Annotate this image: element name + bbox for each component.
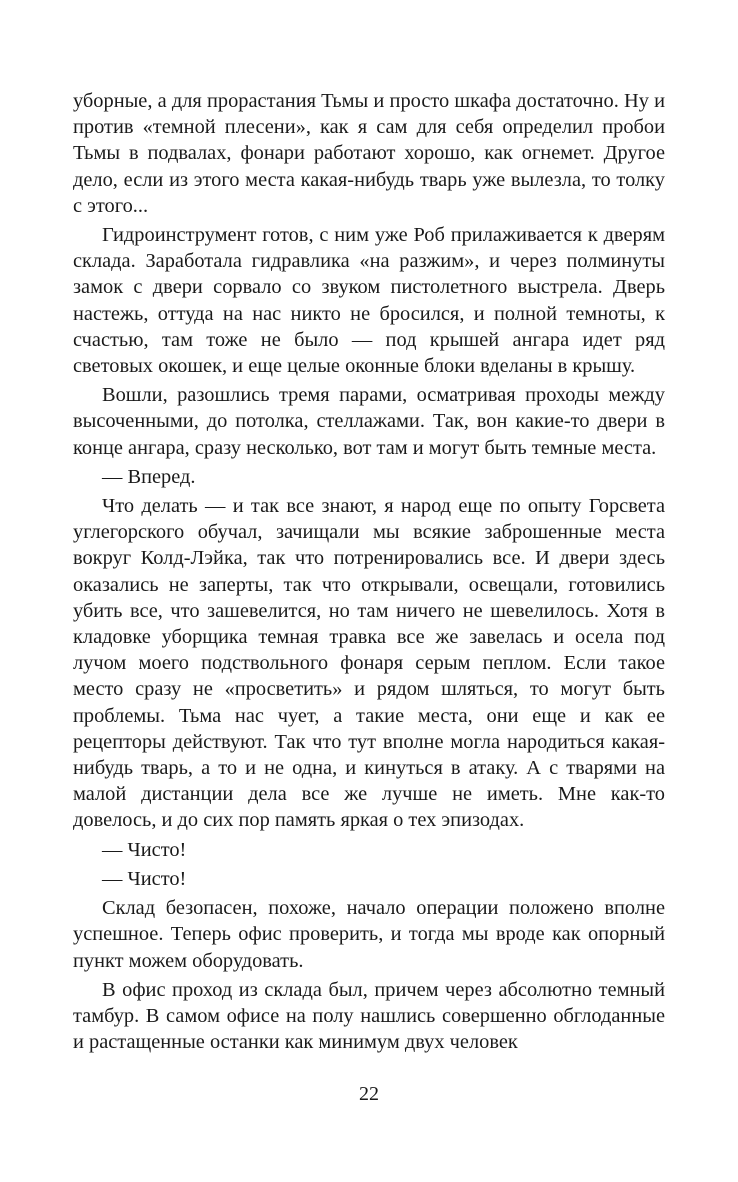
page-number: 22 (359, 1083, 379, 1105)
paragraph-9: В офис проход из склада был, причем через абсолютно темный тамбур. В самом офисе на полу нашлись совершенно обглоданные и растащенные останки как минимум двух человек (73, 978, 665, 1054)
paragraph-1: уборные, а для прорастания Тьмы и просто шкафа достаточно. Ну и против «темной плесени», как я сам для себя определил пробои Тьмы в подвалах, фонари работают хорошо, как огнемет. Другое дело, если из этого места какая-нибудь тварь уже вылезла, то толку с этого... (73, 90, 665, 217)
paragraph-5: Что делать — и так все знают, я народ еще по опыту Горсвета углегорского обучал, зачищали мы всякие заброшенные места вокруг Колд-Лэйка, так что потренировались все. И двери здесь оказались не заперты, так что открывали, освещали, готовились убить все, что зашевелится, но там ничего не шевелилось. Хотя в кладовке уборщика темная травка все же завелась и осела под лучом моего подствольного фонаря серым пеплом. Если такое место сразу не «просветить» и рядом шляться, то могут быть проблемы. Тьма нас чует, а такие места, они еще и как ее рецепторы действуют. Так что тут вполне могла народиться какая-нибудь тварь, а то и не одна, и кинуться в атаку. А с тварями на малой дистанции дела все же лучше не иметь. Мне как-то довелось, и до сих пор память яркая о тех эпизодах. (73, 495, 665, 832)
page-body (73, 88, 665, 1058)
paragraph-4: — Вперед. (102, 465, 196, 488)
paragraph-3: Вошли, разошлись тремя парами, осматривая проходы между высоченными, до потолка, стеллажами. Так, вон какие-то двери в конце ангара, сразу несколько, вот там и могут быть темные места. (73, 384, 665, 459)
paragraph-2: Гидроинструмент готов, с ним уже Роб прилаживается к дверям склада. Заработала гидравлика «на разжим», и через полминуты замок с двери сорвало со звуком пистолетного выстрела. Дверь настежь, оттуда на нас никто не бросился, и полной темноты, к счастью, там тоже не было — под крышей ангара идет ряд световых окошек, и еще целые оконные блоки вделаны в крышу. (73, 224, 665, 378)
paragraph-8: Склад безопасен, похоже, начало операции положено вполне успешное. Теперь офис проверить, и тогда мы вроде как опорный пункт можем оборудовать. (73, 897, 665, 972)
paragraph-7: — Чисто! (102, 867, 187, 890)
paragraph-6: — Чисто! (102, 838, 187, 861)
